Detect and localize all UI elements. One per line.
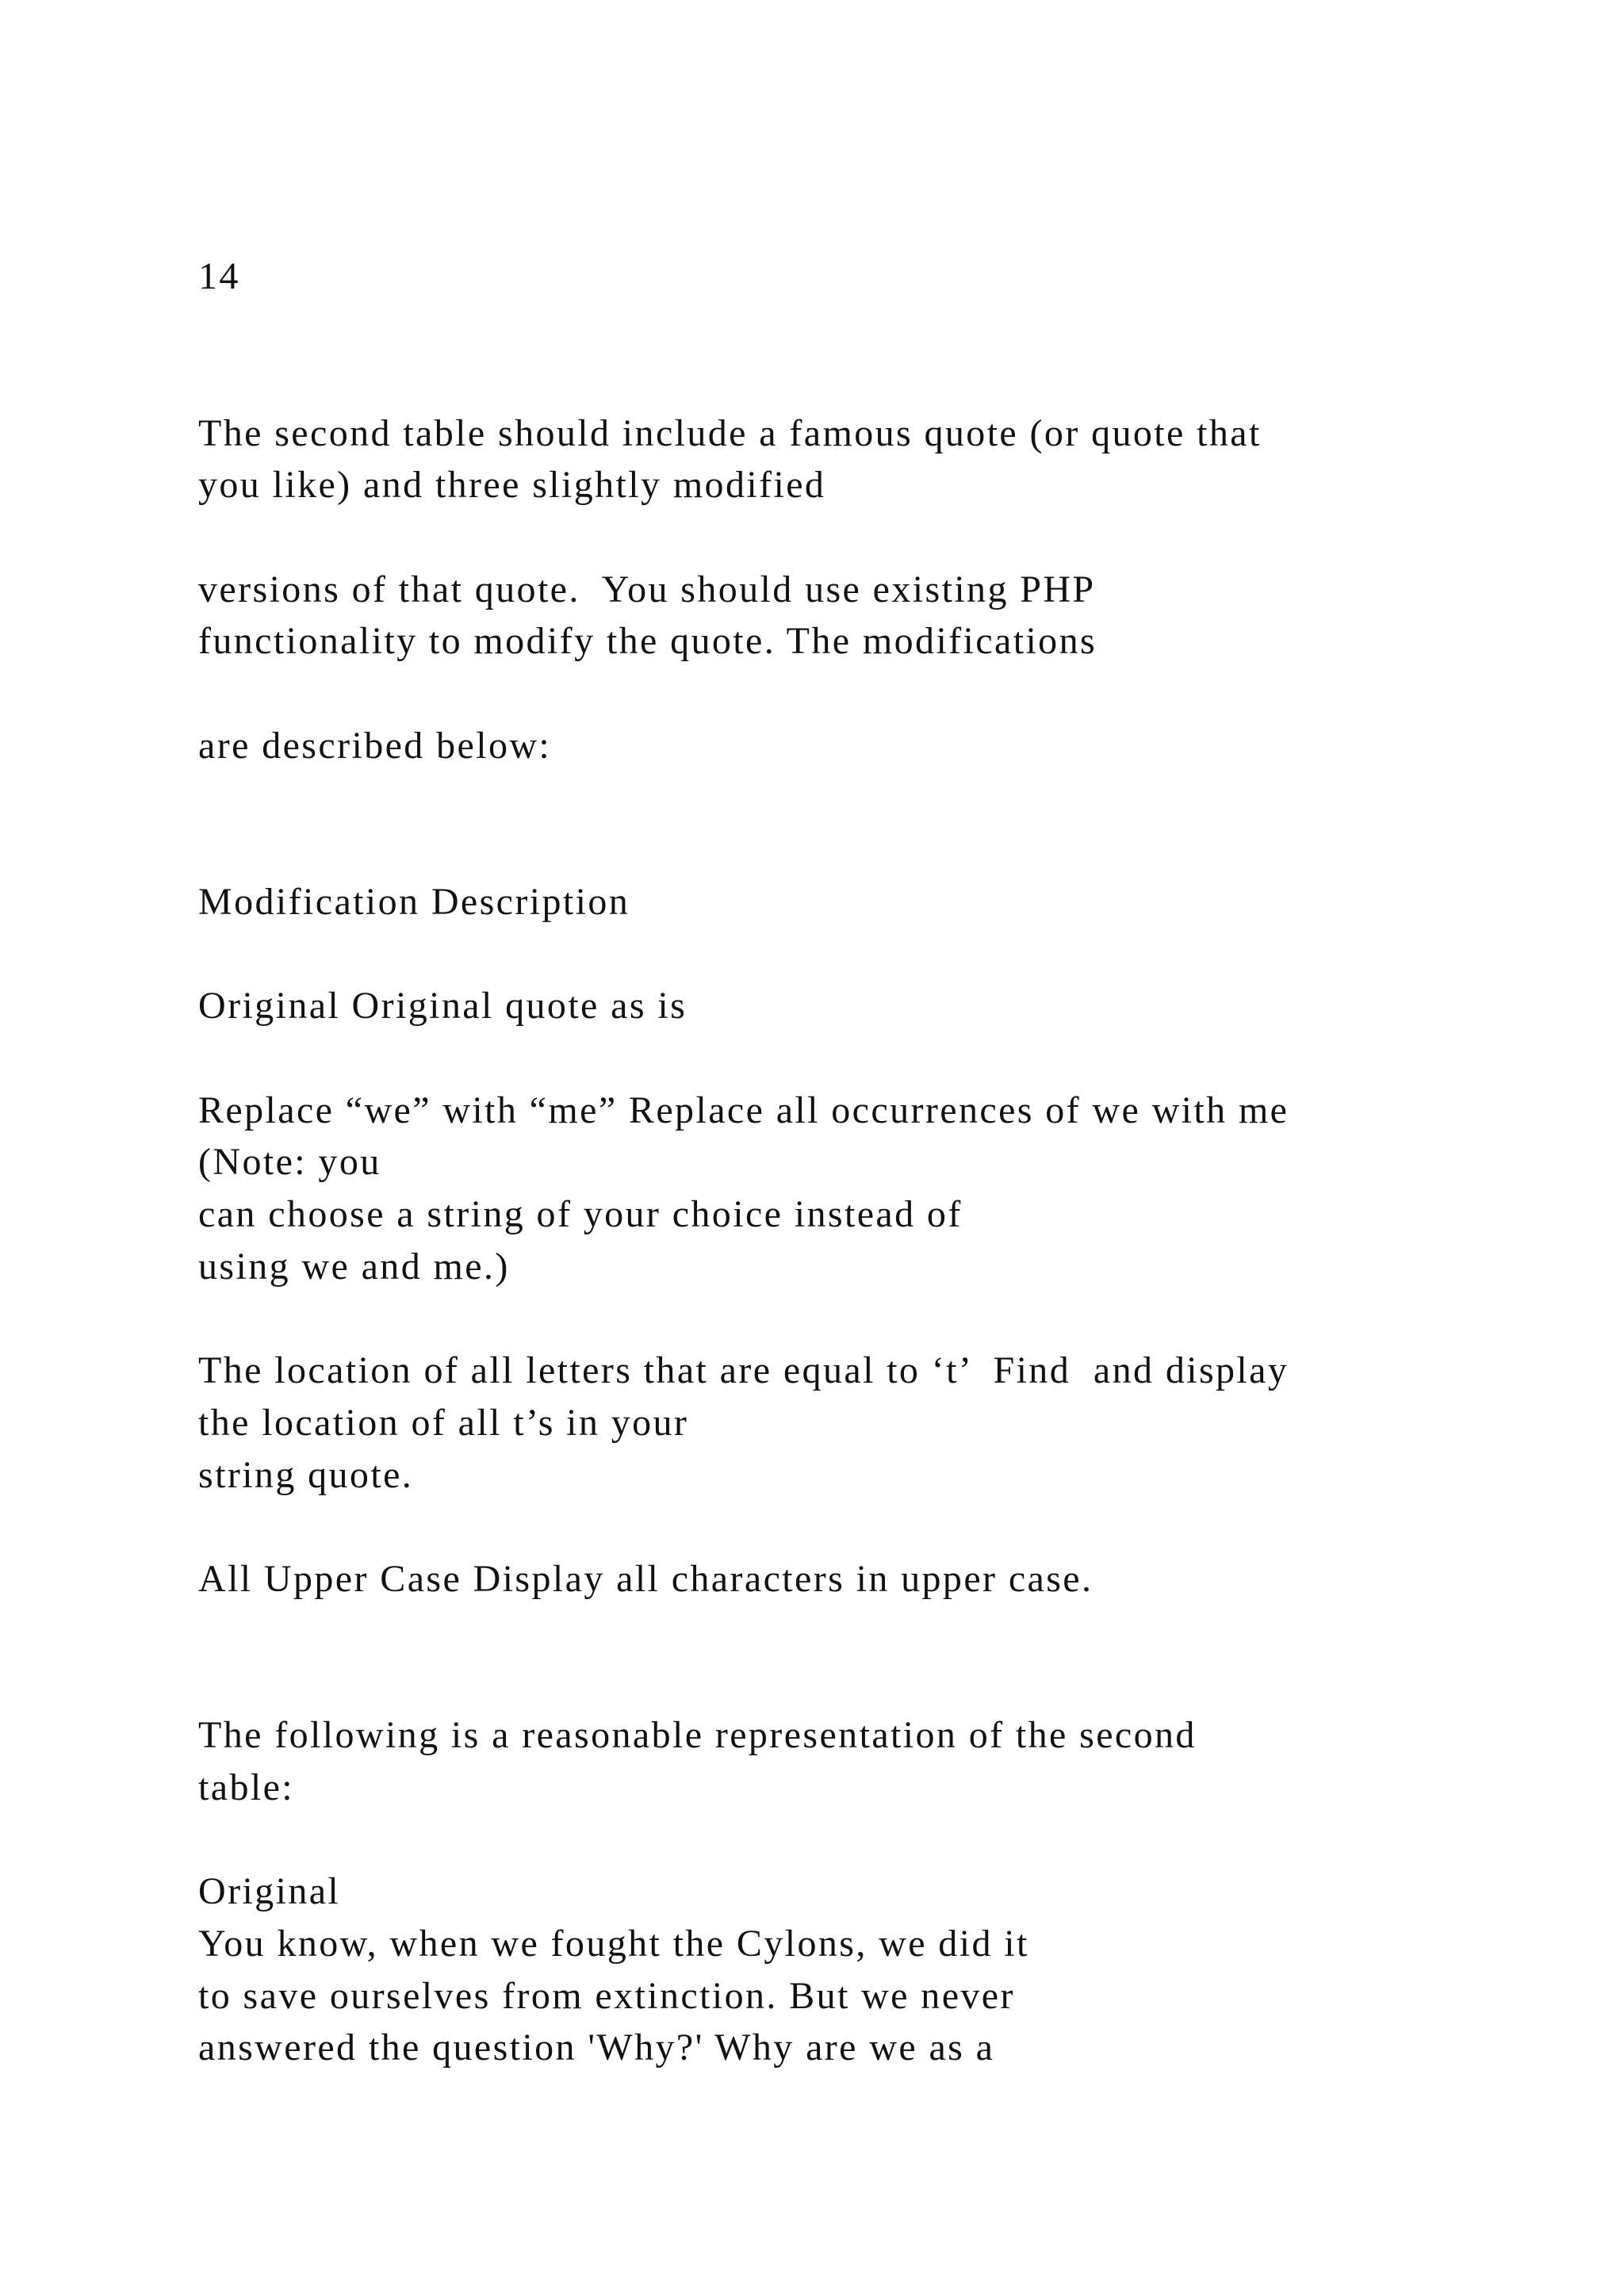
example-intro-line-1: The following is a reasonable representation of the second — [198, 1714, 1197, 1756]
example-intro-line-2: table: — [198, 1766, 295, 1808]
table-row-replace-line-1: Replace “we” with “me” Replace all occurrences of we with me — [198, 1089, 1289, 1131]
table-row-replace-line-2: (Note: you — [198, 1141, 381, 1183]
table-row-location-line-1: The location of all letters that are equal to ‘t’ Find and display — [198, 1349, 1289, 1391]
intro-line-1: The second table should include a famous quote (or quote that — [198, 412, 1262, 454]
intro-line-4: functionality to modify the quote. The modifications — [198, 620, 1097, 662]
table-row-original: Original Original quote as is — [198, 985, 688, 1027]
table-row-uppercase: All Upper Case Display all characters in upper case. — [198, 1558, 1094, 1600]
quote-line-2: to save ourselves from extinction. But we never — [198, 1975, 1015, 2017]
page-number: 14 — [198, 255, 240, 297]
intro-line-5: are described below: — [198, 725, 552, 767]
table-row-replace-line-4: using we and me.) — [198, 1246, 510, 1288]
table-row-location-line-2: the location of all t’s in your — [198, 1402, 689, 1444]
quote-line-1: You know, when we fought the Cylons, we did it — [198, 1923, 1029, 1965]
table-row-location-line-3: string quote. — [198, 1454, 414, 1496]
quote-line-3: answered the question 'Why?' Why are we as a — [198, 2026, 995, 2068]
intro-line-3: versions of that quote. You should use existing PHP — [198, 568, 1096, 610]
table-row-replace-line-3: can choose a string of your choice instead of — [198, 1193, 963, 1235]
example-label: Original — [198, 1870, 341, 1912]
table-header: Modification Description — [198, 881, 630, 923]
intro-line-2: you like) and three slightly modified — [198, 464, 826, 506]
